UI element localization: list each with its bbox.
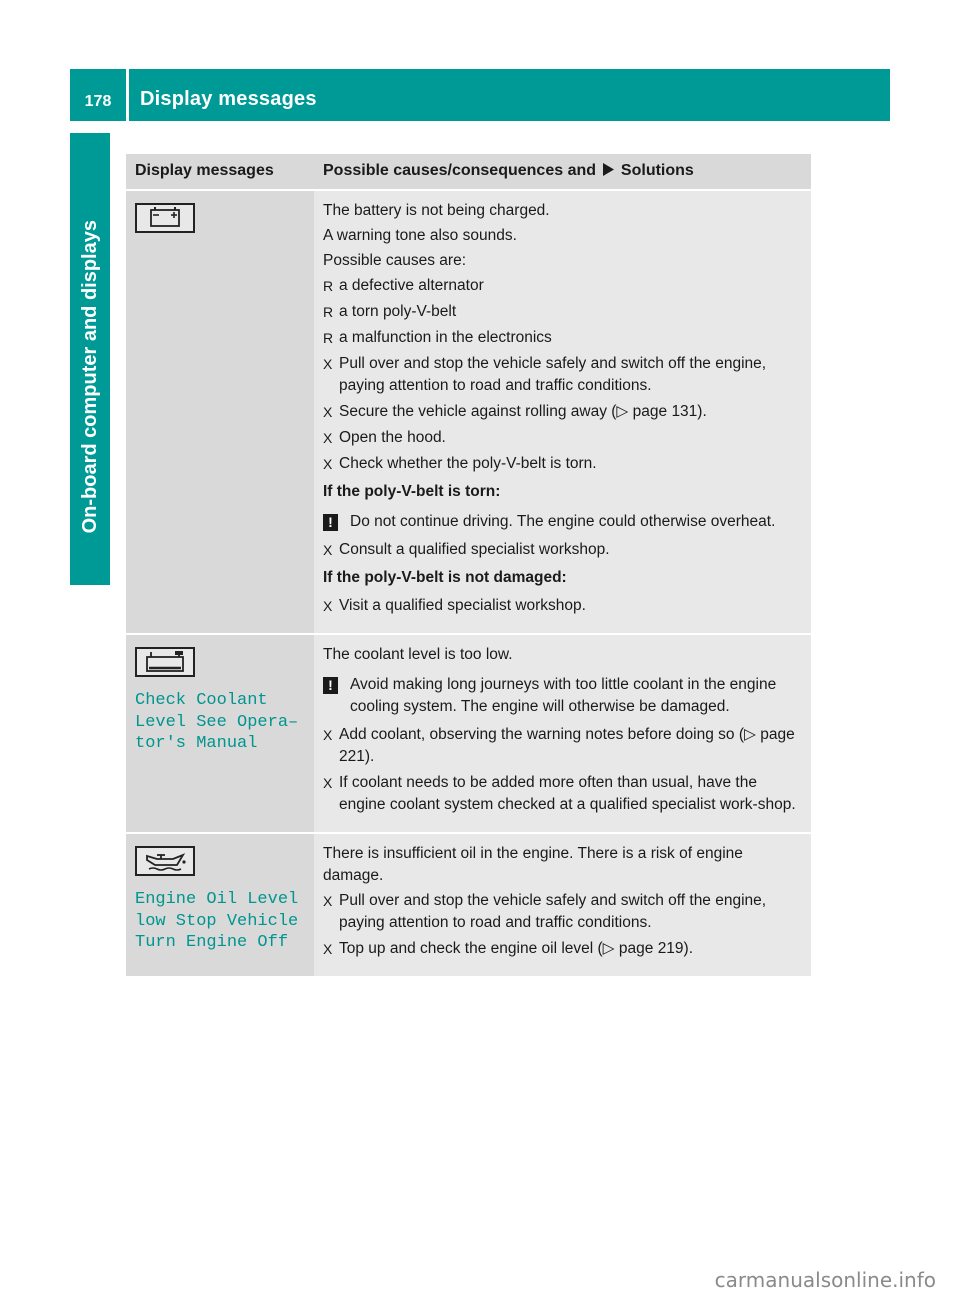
step-text: Secure the vehicle against rolling away (▷ page 131).: [339, 403, 707, 420]
warning-note: [323, 511, 803, 533]
text-line: The battery is not being charged.: [323, 202, 550, 219]
step-marker: X: [323, 598, 333, 614]
col-header-causes-solutions: [314, 154, 811, 190]
step-text: Visit a qualified specialist workshop.: [339, 597, 586, 614]
col-header-display-messages: Display messages: [126, 154, 314, 190]
step-item: [323, 772, 803, 816]
page-title: Display messages: [140, 88, 317, 110]
step-item: [323, 938, 803, 960]
step-text: Pull over and stop the vehicle safely and switch off the engine, paying attention to road and traffic conditions.: [339, 892, 767, 931]
step-text: If coolant needs to be added more often than usual, have the engine coolant system checked at a qualified specialist work-shop.: [339, 774, 796, 813]
step-marker: X: [323, 430, 333, 446]
display-line: Engine Oil Level: [135, 890, 299, 909]
text-line: There is insufficient oil in the engine. There is a risk of engine damage.: [323, 845, 743, 884]
display-cell: [126, 634, 314, 833]
display-line: Level See Opera–: [135, 712, 299, 732]
step-marker: X: [323, 456, 333, 472]
display-cell: [126, 833, 314, 977]
step-marker: X: [323, 893, 333, 909]
warning-text: Do not continue driving. The engine could otherwise overheat.: [350, 513, 776, 530]
section-tab-label-wrap: [70, 133, 110, 533]
text-line: Possible causes are:: [323, 252, 467, 269]
bullet-marker: R: [323, 330, 334, 346]
bullet-item: [323, 301, 803, 323]
section-tab-label: On-board computer and displays: [78, 219, 101, 533]
step-text: Check whether the poly-V-belt is torn.: [339, 455, 597, 472]
step-text: Add coolant, observing the warning notes before doing so (▷ page 221).: [339, 726, 795, 765]
step-marker: X: [323, 404, 333, 420]
display-message-text: [135, 690, 305, 755]
subheading: If the poly-V-belt is torn:: [323, 483, 501, 500]
step-marker: X: [323, 356, 333, 372]
bullet-text: a defective alternator: [339, 277, 484, 294]
oil-can-icon: [135, 846, 195, 876]
bullet-text: a torn poly-V-belt: [339, 303, 457, 320]
solutions-cell: [314, 634, 811, 833]
step-text: Open the hood.: [339, 429, 446, 446]
play-arrow-icon: [602, 163, 614, 176]
step-marker: X: [323, 775, 333, 791]
step-text: Consult a qualified specialist workshop.: [339, 541, 610, 558]
step-item: [323, 890, 803, 934]
subheading: If the poly-V-belt is not damaged:: [323, 569, 567, 586]
step-item: [323, 427, 803, 449]
solutions-cell: [314, 833, 811, 977]
display-line: Turn Engine Off: [135, 933, 289, 952]
bullet-marker: R: [323, 304, 334, 320]
bullet-marker: R: [323, 278, 334, 294]
col-header-solutions: Solutions: [620, 162, 694, 179]
table-row: [126, 634, 811, 833]
warning-text: Avoid making long journeys with too little coolant in the engine cooling system. The engine will otherwise be damaged.: [350, 676, 777, 715]
bullet-item: [323, 327, 803, 349]
display-line: low Stop Vehicle: [135, 911, 299, 931]
step-item: [323, 539, 803, 561]
display-line: tor's Manual: [135, 734, 258, 753]
step-marker: X: [323, 542, 333, 558]
page-number: 178: [84, 93, 112, 110]
step-marker: X: [323, 727, 333, 743]
text-line: A warning tone also sounds.: [323, 227, 517, 244]
table-header-row: [126, 154, 811, 190]
step-item: [323, 595, 803, 617]
step-item: [323, 724, 803, 768]
warning-icon: !: [323, 677, 338, 694]
solutions-cell: [314, 190, 811, 634]
display-messages-table: [126, 154, 811, 978]
step-text: Top up and check the engine oil level (▷ page 219).: [339, 940, 694, 957]
watermark: carmanualsonline.info: [714, 1268, 936, 1292]
bullet-text: a malfunction in the electronics: [339, 329, 552, 346]
warning-note: [323, 674, 803, 718]
step-item: [323, 453, 803, 475]
display-cell: [126, 190, 314, 634]
display-message-text: [135, 889, 305, 954]
table-row: [126, 833, 811, 977]
header-separator: [126, 69, 129, 121]
step-item: [323, 353, 803, 397]
table-row: [126, 190, 811, 634]
step-item: [323, 401, 803, 423]
battery-icon: [135, 203, 195, 233]
display-line: Check Coolant: [135, 691, 268, 710]
bullet-item: [323, 275, 803, 297]
warning-icon: !: [323, 514, 338, 531]
col-header-causes: Possible causes/consequences and: [323, 162, 597, 179]
step-text: Pull over and stop the vehicle safely and switch off the engine, paying attention to road and traffic conditions.: [339, 355, 767, 394]
text-line: The coolant level is too low.: [323, 646, 513, 663]
step-marker: X: [323, 941, 333, 957]
coolant-icon: [135, 647, 195, 677]
